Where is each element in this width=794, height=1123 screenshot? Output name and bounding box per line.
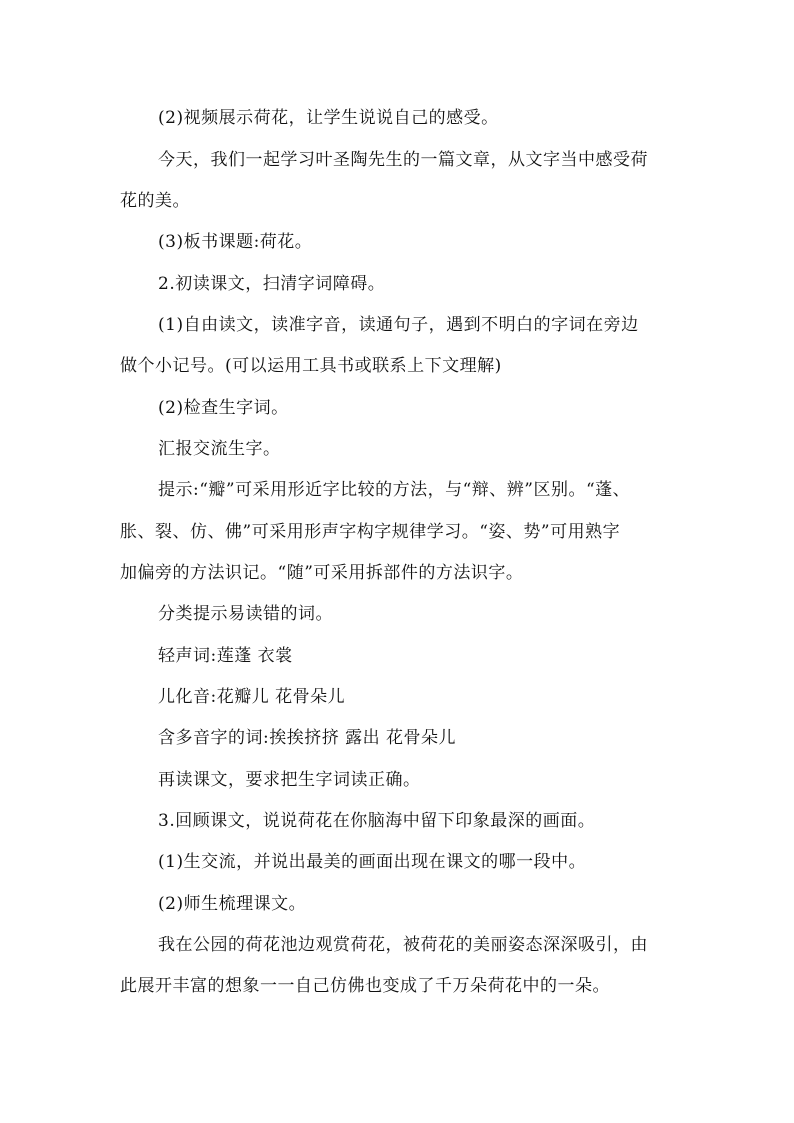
paragraph-line: (2)视频展示荷花，让学生说说自己的感受。 [158, 108, 499, 128]
paragraph-line: 做个小记号。(可以运用工具书或联系上下文理解) [120, 356, 502, 376]
paragraph-line: 含多音字的词:挨挨挤挤 露出 花骨朵儿 [158, 728, 457, 748]
paragraph-line: (2)检查生字词。 [158, 398, 289, 418]
paragraph-line: 儿化音:花瓣儿 花骨朵儿 [158, 687, 346, 707]
paragraph-line: 花的美。 [120, 191, 190, 211]
paragraph-line: (2)师生梳理课文。 [158, 894, 307, 914]
paragraph-line: (1)自由读文，读准字音，读通句子，遇到不明白的字词在旁边 [158, 315, 639, 335]
paragraph-line: (1)生交流，并说出最美的画面出现在课文的哪一段中。 [158, 852, 587, 872]
paragraph-line: 3.回顾课文，说说荷花在你脑海中留下印象最深的画面。 [158, 811, 596, 831]
paragraph-line: 汇报交流生字。 [158, 439, 281, 459]
paragraph-line: 我在公园的荷花池边观赏荷花，被荷花的美丽姿态深深吸引，由 [158, 935, 648, 955]
paragraph-line: 提示:“瓣”可采用形近字比较的方法，与“辩、辨”区别。“蓬、 [158, 480, 631, 500]
paragraph-line: 再读课文，要求把生字词读正确。 [158, 770, 421, 790]
paragraph-line: 2.初读课文，扫清字词障碍。 [158, 274, 386, 294]
paragraph-line: 加偏旁的方法识记。“随”可采用拆部件的方法识字。 [120, 563, 524, 583]
paragraph-line: 此展开丰富的想象一一自己仿佛也变成了千万朵荷花中的一朵。 [120, 976, 610, 996]
paragraph-line: 轻声词:莲蓬 衣裳 [158, 646, 293, 666]
paragraph-line: (3)板书课题:荷花。 [158, 232, 313, 252]
paragraph-line: 胀、裂、仿、佛”可采用形声字构字规律学习。“姿、势”可用熟字 [120, 522, 621, 542]
paragraph-line: 今天，我们一起学习叶圣陶先生的一篇文章，从文字当中感受荷 [158, 150, 648, 170]
paragraph-line: 分类提示易读错的词。 [158, 604, 333, 624]
